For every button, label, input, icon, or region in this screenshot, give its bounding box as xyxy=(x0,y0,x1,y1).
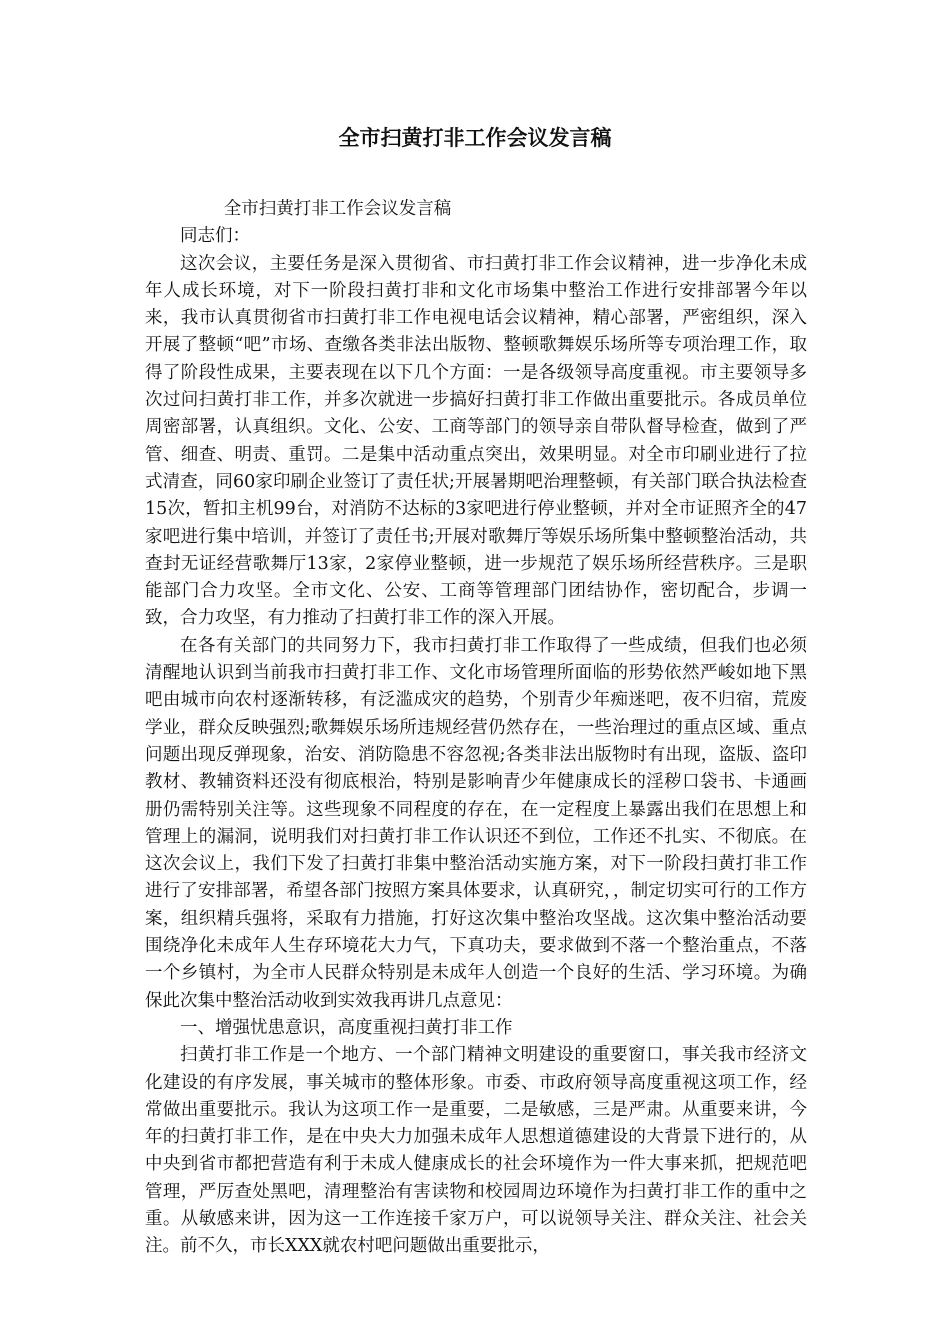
document-title: 全市扫黄打非工作会议发言稿 xyxy=(338,126,612,150)
paragraph: 在各有关部门的共同努力下，我市扫黄打非工作取得了一些成绩，但我们也必须清醒地认识到当前我市扫黄打非工作、文化市场管理所面临的形势依然严峻如地下黑吧由城市向农村逐渐转移，有泛滥成灾的趋势，个别青少年痴迷吧，夜不归宿，荒废学业，群众反映强烈;歌舞娱乐场所违规经营仍然存在，一些治理过的重点区域、重点问题出现反弹现象，治安、消防隐患不容忽视;各类非法出版物时有出现，盗版、盗印教材、教辅资料还没有彻底根治，特别是影响青少年健康成长的淫秽口袋书、卡通画册仍需特别关注等。这些现象不同程度的存在，在一定程度上暴露出我们在思想上和管理上的漏洞，说明我们对扫黄打非工作认识还不到位，工作还不扎实、不彻底。在这次会议上，我们下发了扫黄打非集中整治活动实施方案，对下一阶段扫黄打非工作进行了安排部署，希望各部门按照方案具体要求，认真研究，，制定切实可行的工作方案，组织精兵强将，采取有力措施，打好这次集中整治攻坚战。这次集中整治活动要围绕净化未成年人生存环境花大力气，下真功夫，要求做到不落一个整治重点，不落一个乡镇村，为全市人民群众特别是未成年人创造一个良好的生活、学习环境。为确保此次集中整治活动收到实效我再讲几点意见： xyxy=(145,635,807,1011)
section-heading: 一、增强忧患意识，高度重视扫黄打非工作 xyxy=(180,1017,513,1038)
paragraph: 扫黄打非工作是一个地方、一个部门精神文明建设的重要窗口，事关我市经济文化建设的有序发展，事关城市的整体形象。市委、市政府领导高度重视这项工作，经常做出重要批示。我认为这项工作一是重要，二是敏感，三是严肃。从重要来讲，今年的扫黄打非工作，是在中央大力加强未成年人思想道德建设的大背景下进行的，从中央到省市都把营造有利于未成人健康成长的社会环境作为一件大事来抓，把规范吧管理，严厉查处黑吧，清理整治有害读物和校园周边环境作为扫黄打非工作的重中之重。从敏感来讲，因为这一工作连接千家万户，可以说领导关注、群众关注、社会关注。前不久，市长XXX就农村吧问题做出重要批示， xyxy=(145,1045,807,1257)
salutation: 同志们： xyxy=(180,226,250,247)
body-heading: 全市扫黄打非工作会议发言稿 xyxy=(223,199,452,219)
document-body xyxy=(145,196,807,1261)
paragraph: 这次会议，主要任务是深入贯彻省、市扫黄打非工作会议精神，进一步净化未成年人成长环境，对下一阶段扫黄打非和文化市场集中整治工作进行安排部署今年以来，我市认真贯彻省市扫黄打非工作电视电话会议精神，精心部署，严密组织，深入开展了整顿“吧”市场、查缴各类非法出版物、整顿歌舞娱乐场所等专项治理工作，取得了阶段性成果，主要表现在以下几个方面：一是各级领导高度重视。市主要领导多次过问扫黄打非工作，并多次就进一步搞好扫黄打非工作做出重要批示。各成员单位周密部署，认真组织。文化、公安、工商等部门的领导亲自带队督导检查，做到了严管、细查、明责、重罚。二是集中活动重点突出，效果明显。对全市印刷业进行了拉式清查，同60家印刷企业签订了责任状;开展暑期吧治理整顿，有关部门联合执法检查15次，暂扣主机99台，对消防不达标的3家吧进行停业整顿，并对全市证照齐全的47家吧进行集中培训，并签订了责任书;开展对歌舞厅等娱乐场所集中整顿整治活动，共查封无证经营歌舞厅13家，2家停业整顿，进一步规范了娱乐场所经营秩序。三是职能部门合力攻坚。全市文化、公安、工商等管理部门团结协作，密切配合，步调一致，合力攻坚，有力推动了扫黄打非工作的深入开展。 xyxy=(145,253,807,629)
